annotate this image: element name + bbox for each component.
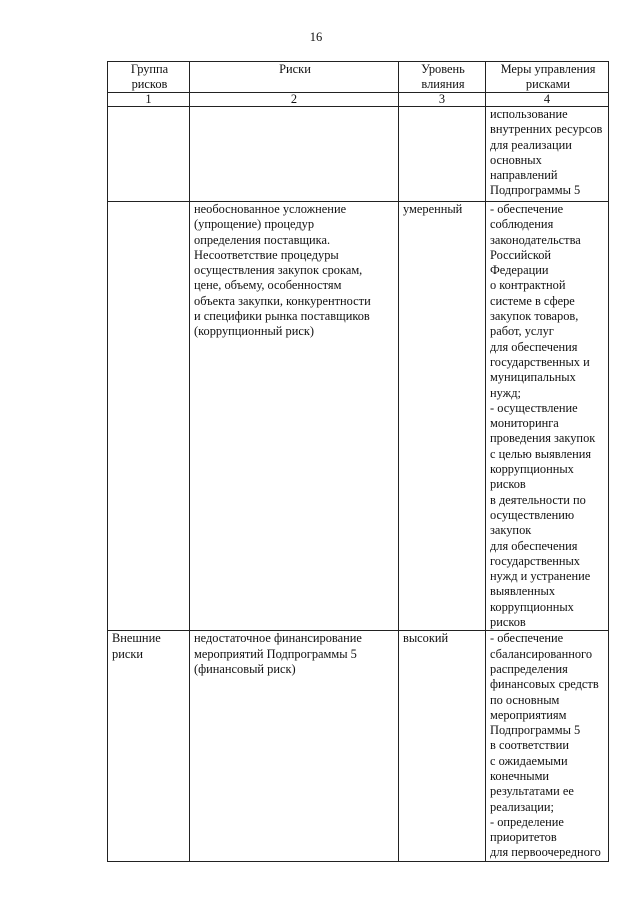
- impact-level-cell: [399, 631, 486, 861]
- header-impact-level: [399, 62, 486, 93]
- table-row: [108, 107, 609, 202]
- risk-description-text: недостаточное финансирование мероприятий Подпрограммы 5 (финансовый риск): [194, 631, 362, 676]
- risk-table: [107, 61, 609, 862]
- risk-group-cell: [108, 107, 190, 202]
- risk-description-cell: [190, 202, 399, 631]
- impact-level-cell: [399, 107, 486, 202]
- measures-text: использование внутренних ресурсов для реализации основных направлений Подпрограммы 5: [490, 107, 603, 198]
- header-impact-level-label: Уровень влияния: [421, 62, 465, 91]
- table-row: [108, 202, 609, 631]
- table-row: [108, 631, 609, 861]
- risk-group-cell: [108, 631, 190, 861]
- impact-level-text: высокий: [403, 631, 449, 646]
- impact-level-cell: [399, 202, 486, 631]
- header-risks-label: Риски: [279, 62, 311, 76]
- risk-group-cell: [108, 202, 190, 631]
- header-risk-measures: [486, 62, 609, 93]
- measures-cell: [486, 631, 609, 861]
- column-number-row: [108, 93, 609, 107]
- measures-cell: [486, 202, 609, 631]
- measures-text: - обеспечение соблюдения законодательства Российской Федерации о контрактной системе в сфере закупок товаров, работ, услуг для обеспечения государственных и муниципальных нужд; - осуществление мониторинга проведения закупок с целью выявления коррупционных рисков в деятельности по осуществлению закупок для обеспечения государственных нужд и устранение выявленных коррупционных рисков: [490, 202, 596, 630]
- header-risk-group-label: Группа рисков: [130, 62, 169, 91]
- table-header-row: [108, 62, 609, 93]
- impact-level-text: умеренный: [403, 202, 463, 216]
- header-risk-measures-label: Меры управления рисками: [500, 62, 596, 91]
- measures-text: - обеспечение сбалансированного распределения финансовых средств по основным мероприятиям Подпрограммы 5 в соответствии с ожидаемыми конечными результатами ее реализации; - определение приоритетов для первоочередного: [490, 631, 601, 860]
- risk-description-cell: [190, 107, 399, 202]
- column-number-4: 4: [486, 93, 609, 107]
- column-number-3: 3: [399, 93, 486, 107]
- risk-group-text: Внешние риски: [112, 631, 161, 661]
- column-number-1: 1: [108, 93, 190, 107]
- header-risks: [190, 62, 399, 93]
- page-number: 16: [309, 30, 323, 44]
- risk-description-cell: [190, 631, 399, 861]
- measures-cell: [486, 107, 609, 202]
- risk-description-text: необоснованное усложнение (упрощение) процедур определения поставщика. Несоответствие процедуры осуществления закупок срокам, цене, объему, особенностям объекта закупки, конкурентности и специфики рынка поставщиков (коррупционный риск): [194, 202, 371, 339]
- header-risk-group: [108, 62, 190, 93]
- column-number-2: 2: [190, 93, 399, 107]
